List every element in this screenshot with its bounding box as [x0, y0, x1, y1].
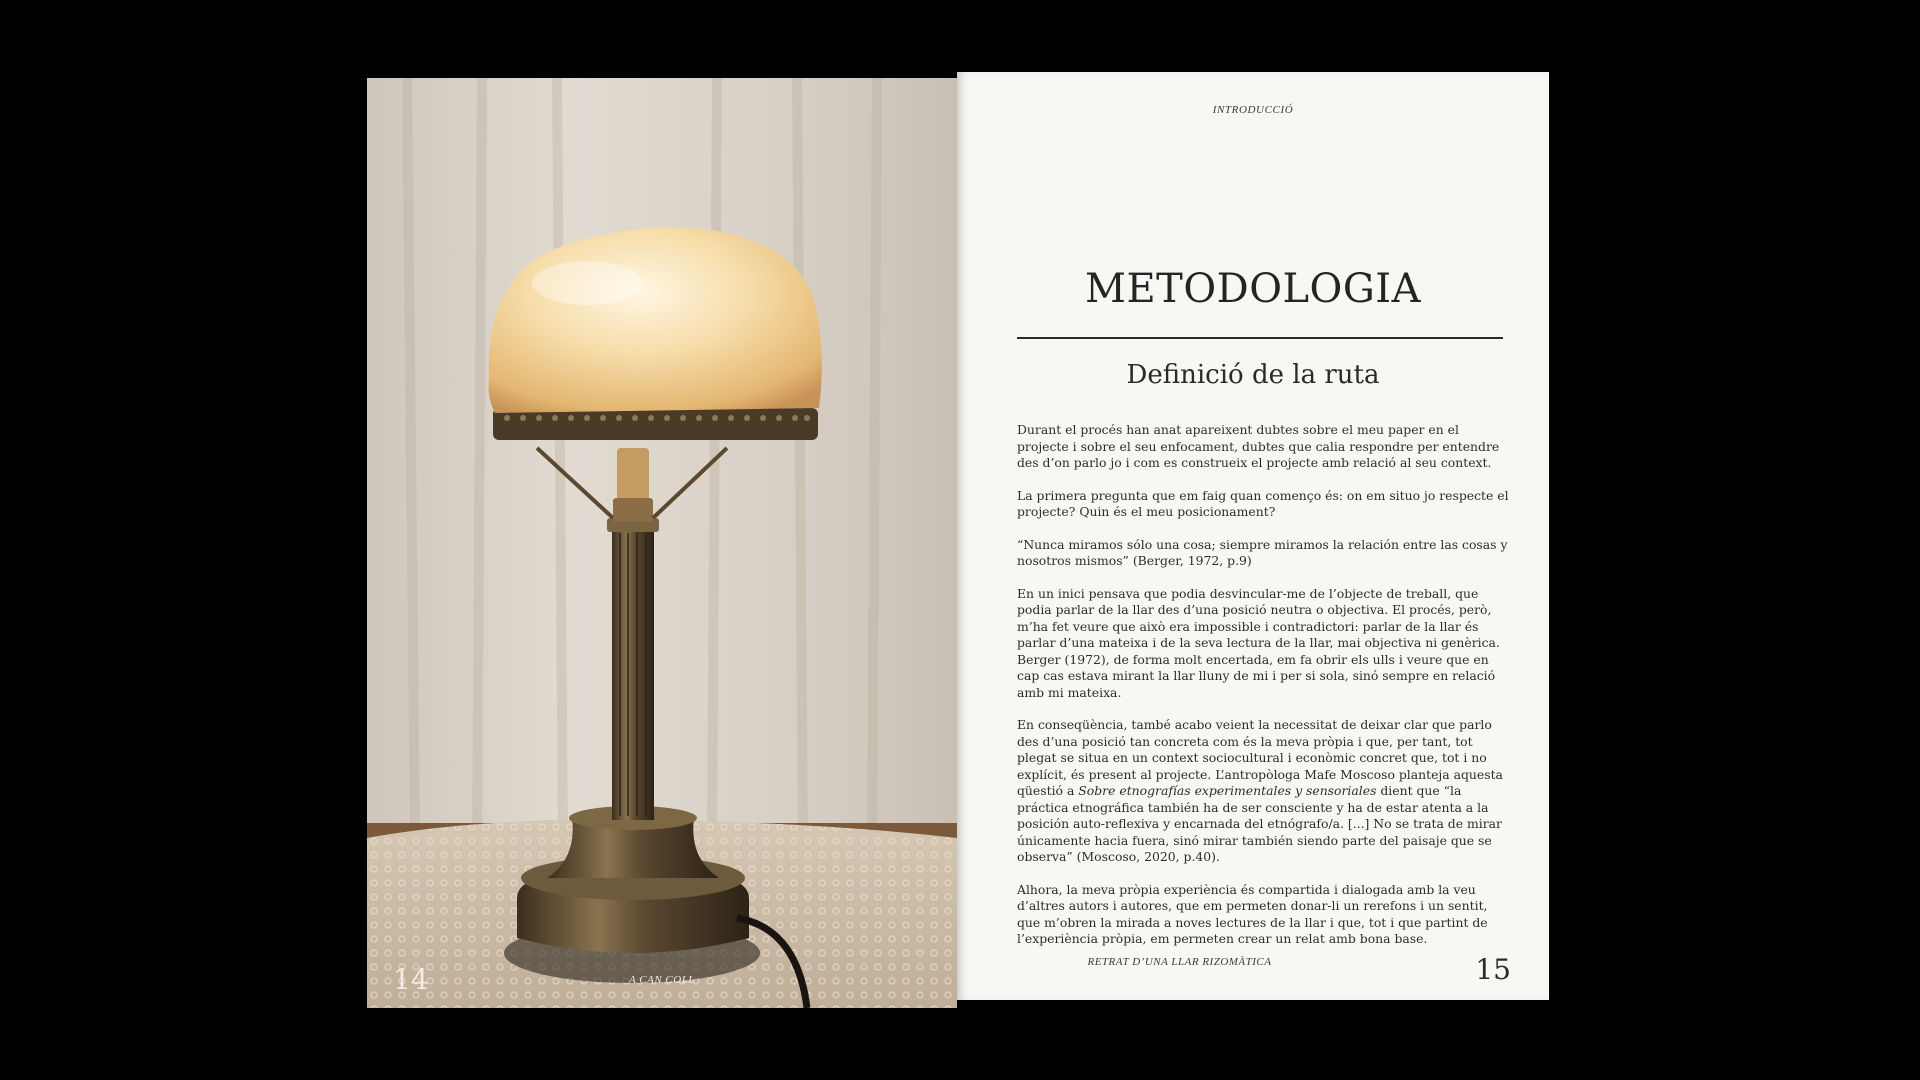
lamp-photo: [367, 78, 957, 1008]
right-page-text: [957, 72, 1549, 1000]
quote-paragraph: “Nunca miramos sólo una cosa; siempre miramos la relación entre las cosas y nosotros mismos” (Berger, 1972, p.9): [1017, 536, 1508, 568]
paragraph: Durant el procés han anat apareixent dubtes sobre el meu paper en el projecte i sobre el seu enfocament, dubtes que calia respondre per entendre des d’on parlo jo i com es construeix el projecte amb relació al seu context.: [1017, 422, 1500, 470]
paragraph: La primera pregunta que em faig quan començo és: on em situo jo respecte el projecte? Quin és el meu posicionament?: [1017, 487, 1509, 519]
running-footer-right: RETRAT D’UNA LLAR RIZOMÀTICA: [1087, 956, 1272, 968]
paragraph: Alhora, la meva pròpia experiència és compartida i dialogada amb la veu d’altres autors i autores, que em permeten donar-li un rerefons i un sentit, que m’obren la mirada a noves lectures de la llar i que, tot i que partint de l’experiència pròpia, em permeten crear un relat amb bona base.: [1017, 881, 1488, 946]
paragraph-with-citation: [1017, 717, 1512, 866]
paragraph: En un inici pensava que podia desvincular-me de l’objecte de treball, que podia parlar de la llar des d’una posició neutra o objectiva. El procés, però, m’ha fet veure que això era impossible i contradictori: parlar de la llar és parlar d’una mateixa i de la seva lectura de la llar, mai objectiva ni genèrica. Berger (1972), de forma molt encertada, em fa obrir els ulls i veure que en cap cas estava mirant la llar lluny de mi i per si sola, sinó sempre en relació amb mi mateixa.: [1017, 585, 1500, 700]
paragraph-text: dient que “la práctica etnográfica también ha de ser consciente y ha de estar atenta a la posición auto-reflexiva y encarnada del etnógrafo/a. [...] No se trata de mirar únicamente hacia fuera, sinó mirar también siendo parte del paisaje que se observa” (Moscoso, 2020, p.40).: [1017, 783, 1502, 864]
title-divider: [1017, 337, 1503, 339]
page-number-left: 14: [393, 963, 429, 996]
body-text: [1017, 422, 1512, 964]
paragraph-text: En conseqüència, també acabo veient la necessitat de deixar clar que parlo des d’una posició tan concreta com és la meva pròpia i que, per tant, tot plegat se situa en un context sociocultural i econòmic concret que, tot i no explícit, és present al projecte. L’antropòloga Mafe Moscoso planteja aquesta qüestió a: [1017, 717, 1503, 798]
page-number-right: 15: [1475, 953, 1511, 986]
left-page-photo: [367, 78, 957, 1008]
running-header: INTRODUCCIÓ: [1212, 104, 1294, 116]
chapter-title: METODOLOGIA: [1085, 266, 1421, 312]
section-subtitle: Definició de la ruta: [1126, 360, 1380, 390]
book-title: Sobre etnografías experimentales y sensoriales: [1078, 783, 1377, 798]
running-footer-left: A CAN COLL: [629, 974, 695, 986]
